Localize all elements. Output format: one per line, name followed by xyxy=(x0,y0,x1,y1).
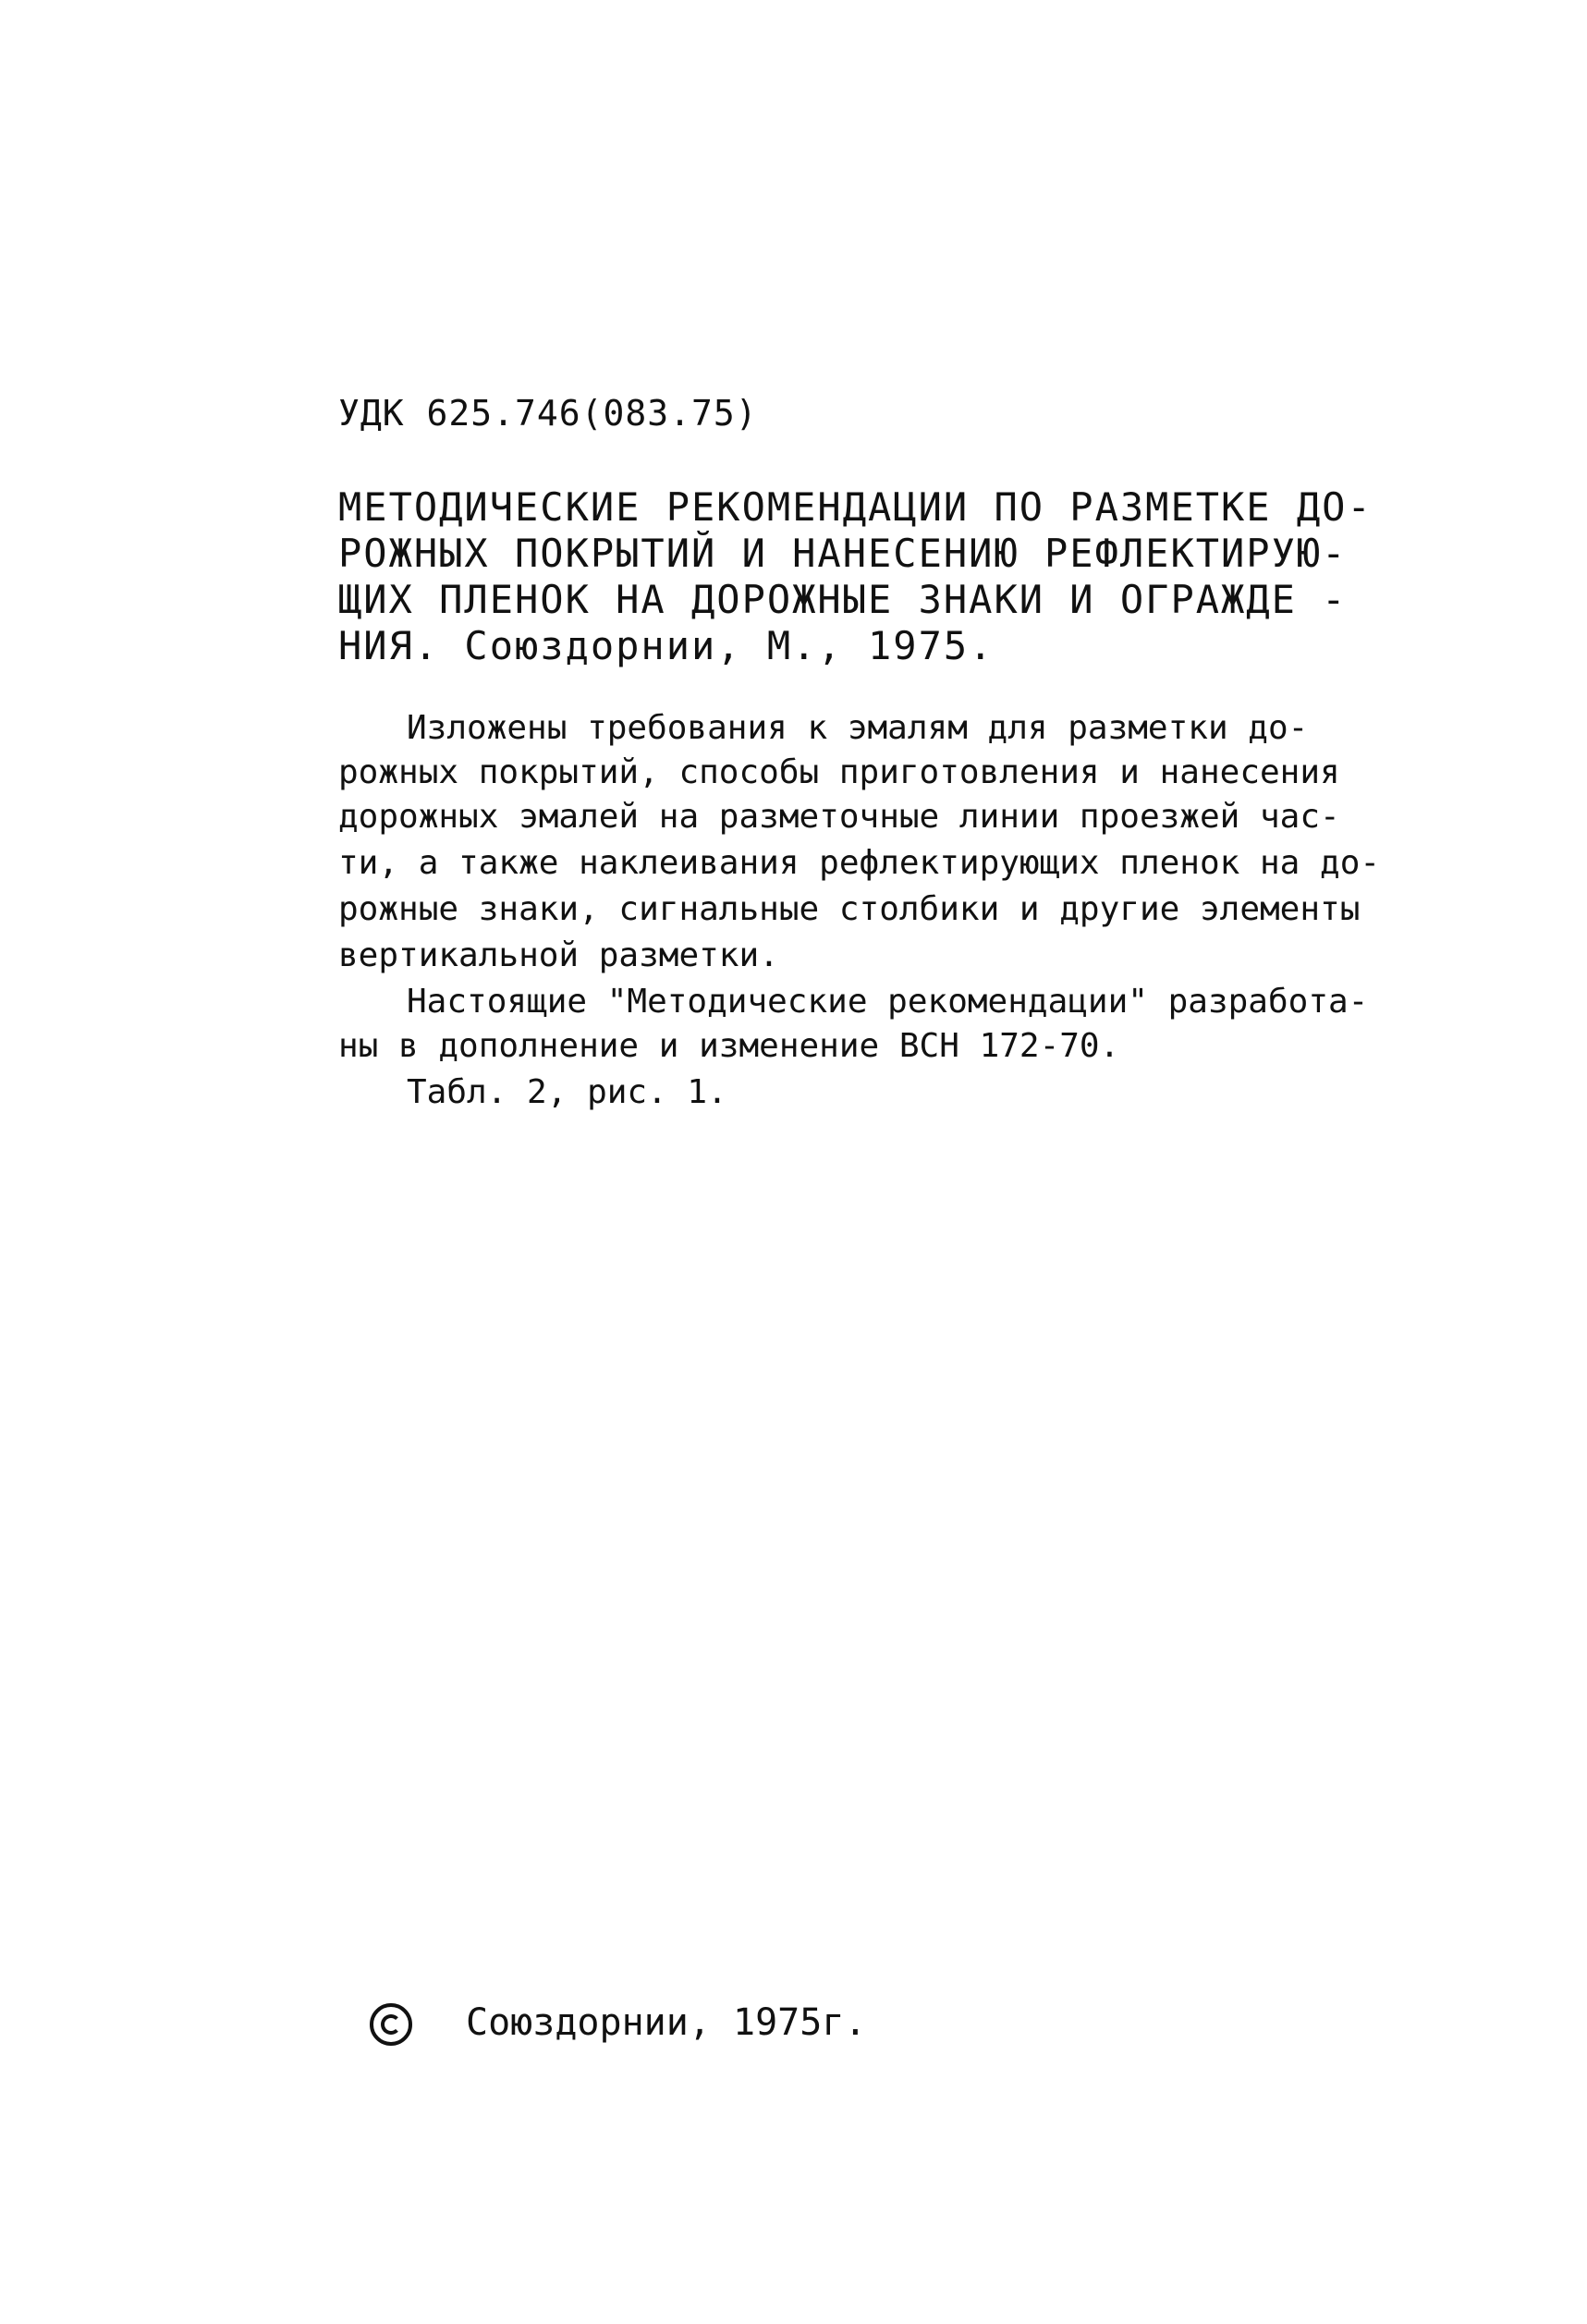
abstract-line: дорожных эмалей на разметочные линии проезжей час- xyxy=(338,798,1340,836)
abstract-line: Табл. 2, рис. 1. xyxy=(407,1073,727,1111)
copyright-text: Союздорнии, 1975г. xyxy=(466,2001,867,2044)
udk-code: УДК 625.746(083.75) xyxy=(338,393,758,434)
abstract-line: вертикальной разметки. xyxy=(338,936,779,974)
title-line: НИЯ. Союздорнии, М., 1975. xyxy=(338,623,995,668)
abstract-line: ти, а также наклеивания рефлектирующих пленок на до- xyxy=(338,844,1381,882)
copyright-icon xyxy=(370,2003,412,2046)
abstract-line: ны в дополнение и изменение ВСН 172-70. xyxy=(338,1027,1120,1065)
title-line: ЩИХ ПЛЕНОК НА ДОРОЖНЫЕ ЗНАКИ И ОГРАЖДЕ - xyxy=(338,577,1348,622)
abstract-line: рожных покрытий, способы приготовления и нанесения xyxy=(338,753,1340,791)
title-line: МЕТОДИЧЕСКИЕ РЕКОМЕНДАЦИИ ПО РАЗМЕТКЕ ДО- xyxy=(338,484,1373,530)
copyright-notice xyxy=(370,2001,866,2046)
abstract-line: Изложены требования к эмалям для разметки до- xyxy=(407,709,1309,747)
abstract-line: рожные знаки, сигнальные столбики и другие элементы xyxy=(338,890,1361,928)
title-line: РОЖНЫХ ПОКРЫТИЙ И НАНЕСЕНИЮ РЕФЛЕКТИРУЮ- xyxy=(338,531,1348,576)
abstract-line: Настоящие "Методические рекомендации" разработа- xyxy=(407,983,1369,1021)
